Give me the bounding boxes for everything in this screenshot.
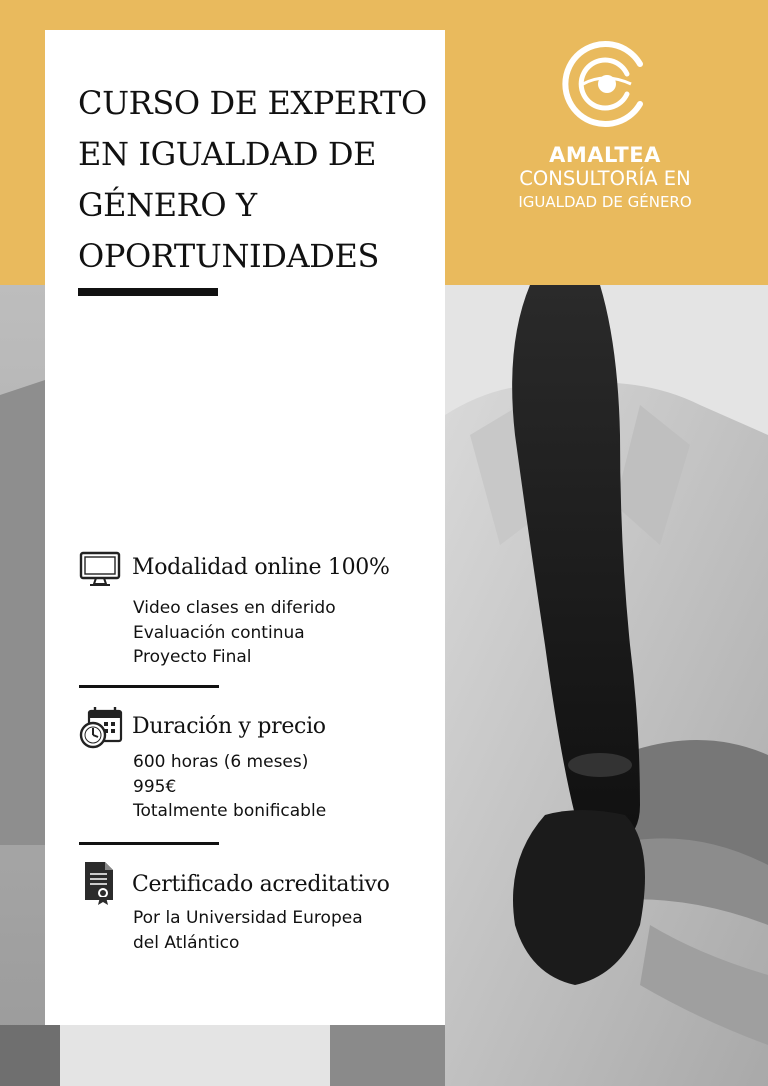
- detail-line: Totalmente bonificable: [133, 801, 327, 821]
- modality-details: [133, 596, 336, 670]
- brand-tagline: IGUALDAD DE GÉNERO: [518, 193, 692, 211]
- detail-line: Por la Universidad Europea: [133, 908, 363, 928]
- course-info-card: [45, 30, 445, 1025]
- detail-line: Video clases en diferido: [133, 598, 336, 618]
- detail-line: 995€: [133, 776, 177, 797]
- section-heading-certificate: Certificado acreditativo: [132, 872, 390, 897]
- detail-line: 600 horas (6 meses): [133, 752, 309, 772]
- detail-line: Proyecto Final: [133, 647, 252, 667]
- course-title-line: CURSO DE EXPERTO: [78, 84, 427, 122]
- certificate-document-icon: [83, 860, 117, 911]
- calendar-clock-icon: [79, 705, 123, 754]
- section-divider: [79, 842, 219, 845]
- brand-block: [470, 36, 740, 213]
- section-divider: [79, 685, 219, 688]
- brand-name: AMALTEA: [549, 143, 661, 167]
- section-heading-modality: Modalidad online 100%: [132, 555, 390, 580]
- brand-tagline: CONSULTORÍA EN: [519, 167, 691, 190]
- detail-line: del Atlántico: [133, 932, 240, 953]
- section-heading-duration-price: Duración y precio: [132, 714, 326, 739]
- monitor-icon: [79, 551, 121, 592]
- course-title-line: OPORTUNIDADES: [78, 237, 379, 275]
- duration-price-details: [133, 750, 326, 824]
- title-underline: [78, 288, 218, 296]
- course-title-line: GÉNERO Y: [78, 186, 257, 224]
- amaltea-c-eye-logo: [557, 36, 653, 137]
- certificate-details: [133, 906, 363, 955]
- course-title: [78, 78, 438, 282]
- course-title-line: EN IGUALDAD DE: [78, 135, 377, 173]
- detail-line: Evaluación continua: [133, 622, 305, 643]
